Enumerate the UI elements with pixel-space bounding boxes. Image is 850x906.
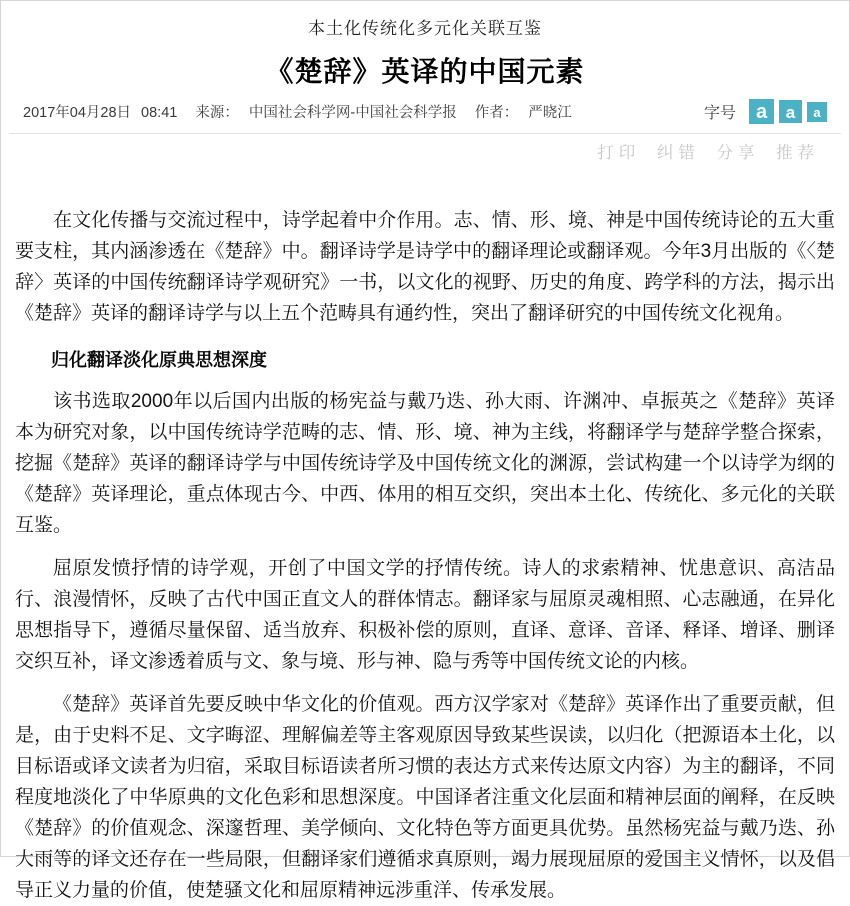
share-link[interactable]: 分享	[716, 144, 760, 162]
meta-row	[1, 99, 849, 124]
font-size-label: 字号	[703, 105, 736, 122]
article-paragraph: 该书选取2000年以后国内出版的杨宪益与戴乃迭、孙大雨、许渊冲、卓振英之《楚辞》英译本为研究对象，以中国传统诗学范畴的志、情、形、境、神为主线，将翻译学与楚辞学整合探索，挖掘《楚辞》英译的翻译诗学与中国传统诗学及中国传统文化的渊源，尝试构建一个以诗学为纲的《楚辞》英译理论，重点体现古今、中西、体用的相互交织，突出本土化、传统化、多元化的关联互鉴。	[15, 391, 835, 536]
page-title: 《楚辞》英译的中国元素	[265, 56, 585, 87]
print-link[interactable]: 打印	[597, 144, 641, 162]
font-size-medium-button[interactable]: a	[779, 100, 802, 123]
article-paragraph: 在文化传播与交流过程中，诗学起着中介作用。志、情、形、境、神是中国传统诗论的五大重要支柱，其内涵渗透在《楚辞》中。翻译诗学是诗学中的翻译理论或翻译观。今年3月出版的《〈楚辞〉英译的中国传统翻译诗学观研究》一书，以文化的视野、历史的角度、跨学科的方法，揭示出《楚辞》英译的翻译诗学与以上五个范畴具有通约性，突出了翻译研究的中国传统文化视角。	[15, 210, 835, 324]
font-size-widget	[704, 99, 827, 124]
meta-info	[23, 101, 578, 122]
article-paragraph: 屈原发愤抒情的诗学观，开创了中国文学的抒情传统。诗人的求索精神、忧患意识、高洁品行、浪漫情怀，反映了古代中国正直文人的群体情志。翻译家与屈原灵魂相照、心志融通，在异化思想指导下，遵循尽量保留、适当放弃、积极补偿的原则，直译、意译、音译、释译、增译、删译交织互补，译文渗透着质与文、象与境、形与神、隐与秀等中国传统文论的内核。	[15, 558, 835, 672]
author-label: 作者：	[474, 105, 519, 121]
article-body	[1, 205, 849, 906]
font-size-large-button[interactable]: a	[749, 99, 774, 124]
publish-date: 2017年04月28日	[23, 105, 132, 121]
font-size-small-button[interactable]: a	[807, 102, 827, 122]
publish-time: 08:41	[141, 105, 178, 121]
article-paragraph: 《楚辞》英译首先要反映中华文化的价值观。西方汉学家对《楚辞》英译作出了重要贡献，但是，由于史料不足、文字晦涩、理解偏差等主客观原因导致某些误读，以归化（把源语本土化，以目标语或译文读者为归宿，采取目标语读者所习惯的表达方式来传达原文内容）为主的翻译，不同程度地淡化了中华原典的文化色彩和思想深度。中国译者注重文化层面和精神层面的阐释，在反映《楚辞》的价值观念、深邃哲理、美学倾向、文化特色等方面更具优势。虽然杨宪益与戴乃迭、孙大雨等的译文还存在一些局限，但翻译家们遵循求真原则，竭力展现屈原的爱国主义情怀，以及倡导正义力量的价值，使楚骚文化和屈原精神远涉重洋、传承发展。	[15, 694, 835, 901]
recommend-link[interactable]: 推荐	[776, 144, 819, 162]
article-subheading: 归化翻译淡化原典思想深度	[51, 350, 267, 370]
action-toolbar	[1, 141, 849, 165]
article-subtitle: 本土化传统化多元化关联互鉴	[308, 19, 542, 38]
author-name: 严晓江	[528, 105, 572, 121]
header-divider	[9, 133, 841, 134]
source-label: 来源：	[195, 105, 239, 121]
error-correction-link[interactable]: 纠错	[656, 144, 700, 162]
source-name: 中国社会科学网-中国社会科学报	[248, 105, 457, 121]
article-header	[1, 1, 849, 90]
